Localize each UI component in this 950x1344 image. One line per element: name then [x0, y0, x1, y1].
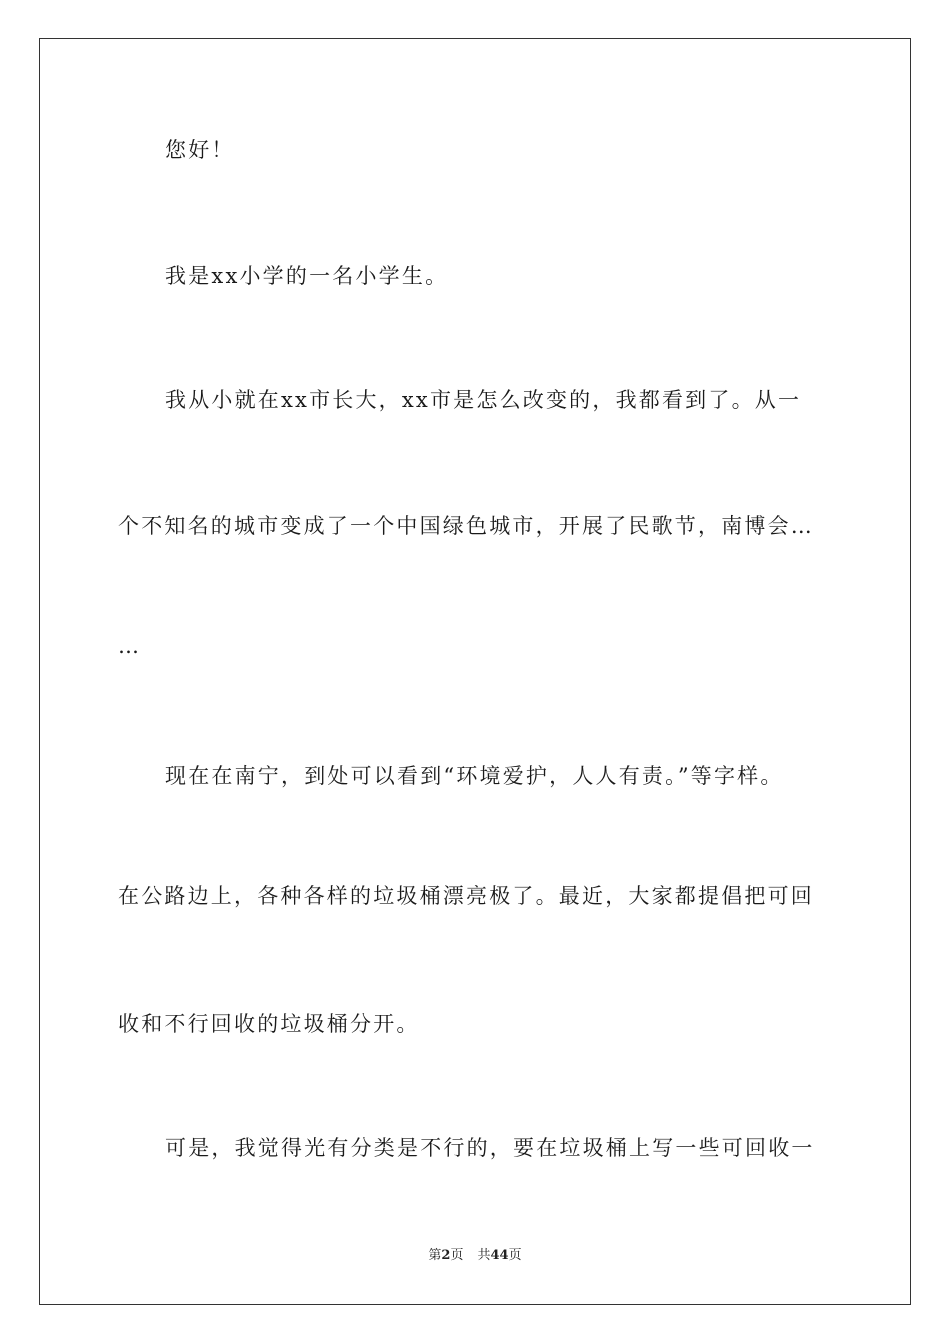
paragraph-3-line-1: 现在在南宁，到处可以看到“环境爱护，人人有责。”等字样。	[165, 764, 784, 788]
paragraph-2-line-3: …	[118, 634, 142, 658]
footer-total-pages: 44	[490, 1248, 509, 1263]
paragraph-2-line-1: 我从小就在xx市长大，xx市是怎么改变的，我都看到了。从一	[165, 388, 802, 412]
greeting-line: 您好！	[165, 138, 235, 162]
page-footer	[0, 1247, 950, 1265]
paragraph-4-line-1: 可是，我觉得光有分类是不行的，要在垃圾桶上写一些可回收一	[165, 1136, 815, 1160]
footer-page-prefix: 第	[428, 1248, 442, 1263]
paragraph-3-line-2: 在公路边上，各种各样的垃圾桶漂亮极了。最近，大家都提倡把可回	[118, 884, 814, 908]
footer-total-suffix: 页	[508, 1248, 522, 1263]
footer-page-number: 2	[441, 1248, 451, 1263]
page-border	[39, 38, 911, 1305]
footer-page-suffix: 页	[450, 1248, 464, 1263]
paragraph-3-line-3: 收和不行回收的垃圾桶分开。	[118, 1012, 420, 1036]
footer-total-prefix: 共	[477, 1248, 491, 1263]
paragraph-2-line-2: 个不知名的城市变成了一个中国绿色城市，开展了民歌节，南博会…	[118, 514, 814, 538]
paragraph-1-line-1: 我是xx小学的一名小学生。	[165, 264, 449, 288]
